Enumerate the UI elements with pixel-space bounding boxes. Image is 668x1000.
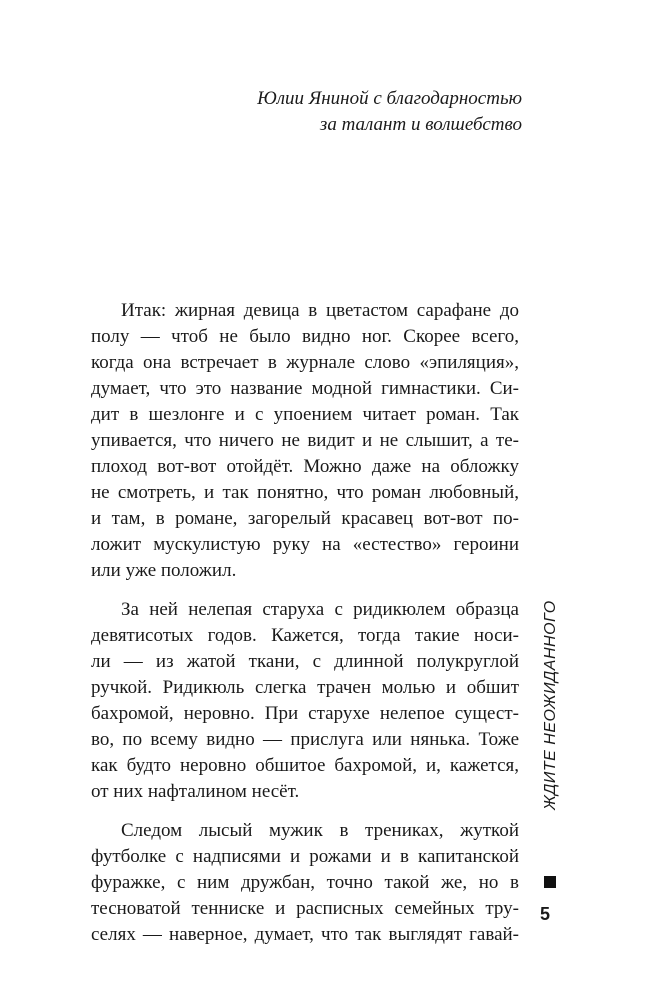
text-line: Следом лысый мужик в трениках, жуткой: [121, 820, 519, 841]
square-marker-icon: [544, 876, 556, 888]
text-line: футболке с надписями и рожами и в капитанской: [91, 846, 519, 867]
paragraph: [91, 818, 519, 948]
text-line: девятисотых годов. Кажется, тогда такие носи-: [91, 625, 519, 646]
epigraph-line: Юлии Яниной с благодарностью: [257, 88, 522, 109]
running-head-title: ЖДИТЕ НЕОЖИДАННОГО: [542, 600, 559, 810]
text-line: бахромой, неровно. При старухе нелепое сущест-: [91, 703, 519, 724]
text-line: фуражке, с ним дружбан, точно такой же, но в: [91, 872, 519, 893]
paragraph: [91, 597, 519, 805]
text-line: плоход вот-вот отойдёт. Можно даже на обложку: [91, 456, 519, 477]
text-line: думает, что это название модной гимнастики. Си-: [91, 378, 519, 399]
text-line: или уже положил.: [91, 560, 237, 581]
text-line: и там, в романе, загорелый красавец вот-вот по-: [91, 508, 519, 529]
text-line: как будто неровно обшитое бахромой, и, кажется,: [91, 755, 519, 776]
text-line: За ней нелепая старуха с ридикюлем образца: [121, 599, 519, 620]
text-line: селях — наверное, думает, что так выглядят гавай-: [91, 924, 519, 945]
epigraph: [102, 86, 522, 138]
running-head: [538, 600, 564, 890]
epigraph-line: за талант и волшебство: [319, 114, 522, 135]
text-line: не смотреть, и так понятно, что роман любовный,: [91, 482, 519, 503]
text-line: упивается, что ничего не видит и не слышит, а те-: [91, 430, 519, 451]
text-line: тесноватой тенниске и расписных семейных тру-: [91, 898, 519, 919]
text-line: ручкой. Ридикюль слегка трачен молью и обшит: [91, 677, 519, 698]
text-line: дит в шезлонге и с упоением читает роман. Так: [91, 404, 519, 425]
text-line: от них нафталином несёт.: [91, 781, 300, 802]
text-line: во, по всему видно — прислуга или нянька. Тоже: [91, 729, 519, 750]
text-line: Итак: жирная девица в цветастом сарафане до: [121, 300, 519, 321]
text-line: когда она встречает в журнале слово «эпиляция»,: [91, 352, 519, 373]
text-line: полу — чтоб не было видно ног. Скорее всего,: [91, 326, 519, 347]
page-number: 5: [540, 904, 551, 924]
paragraph: [91, 298, 519, 584]
text-line: ложит мускулистую руку на «естество» героини: [91, 534, 519, 555]
text-line: ли — из жатой ткани, с длинной полукруглой: [91, 651, 519, 672]
body-text: [91, 298, 519, 948]
